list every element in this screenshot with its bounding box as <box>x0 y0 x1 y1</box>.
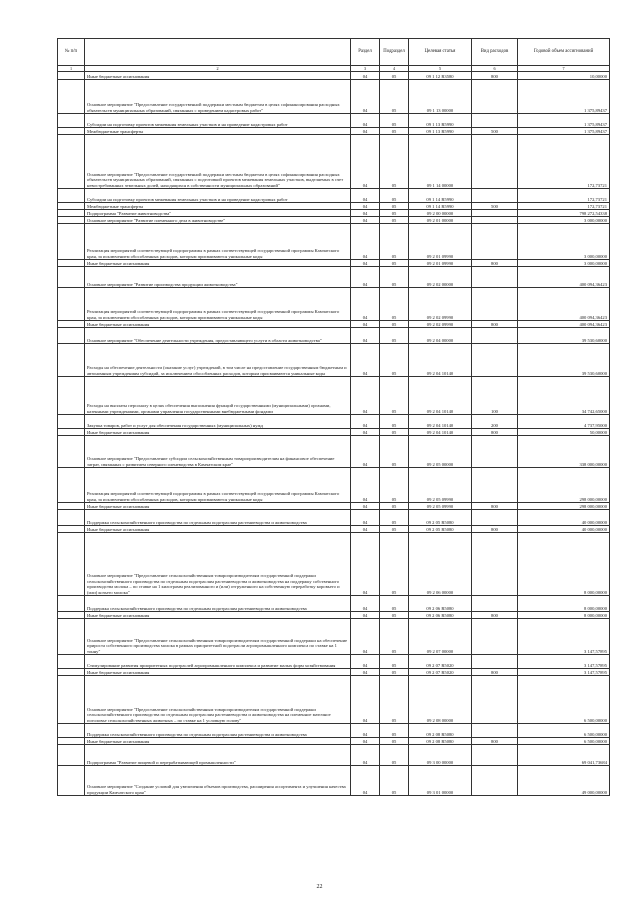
row-target-cell: 09 2 07 00000 <box>409 619 472 655</box>
row-target-cell: 09 1 14 00000 <box>409 135 472 189</box>
row-subsection-cell: 05 <box>380 676 409 724</box>
row-number-cell <box>58 260 85 267</box>
row-kind-cell: 800 <box>472 321 518 328</box>
row-number-cell <box>58 669 85 676</box>
table-row <box>58 429 610 436</box>
row-section-cell: 04 <box>351 738 380 745</box>
table-row <box>58 415 610 429</box>
row-subsection-cell: 05 <box>380 80 409 114</box>
table-row <box>58 72 610 80</box>
table-row <box>58 503 610 510</box>
row-subsection-cell: 05 <box>380 224 409 260</box>
row-kind-cell: 200 <box>472 415 518 429</box>
row-number-cell <box>58 612 85 619</box>
row-target-cell: 09 2 02 09990 <box>409 288 472 321</box>
row-section-cell: 04 <box>351 745 380 766</box>
row-subsection-cell: 05 <box>380 766 409 796</box>
row-target-cell: 09 2 07 R5020 <box>409 655 472 669</box>
budget-table <box>57 38 610 796</box>
row-number-cell <box>58 415 85 429</box>
row-target-cell: 09 2 04 10140 <box>409 415 472 429</box>
row-subsection-cell: 05 <box>380 669 409 676</box>
row-name-cell: Подпрограмма "Развитие животноводства" <box>85 210 351 217</box>
row-section-cell: 04 <box>351 510 380 526</box>
row-kind-cell <box>472 288 518 321</box>
row-subsection-cell: 05 <box>380 745 409 766</box>
row-number-cell <box>58 189 85 203</box>
row-target-cell: 09 2 00 00000 <box>409 210 472 217</box>
row-amount-cell: 49 000,00000 <box>518 766 610 796</box>
row-subsection-cell: 05 <box>380 267 409 288</box>
table-row <box>58 210 610 217</box>
table-row <box>58 526 610 533</box>
row-kind-cell: 800 <box>472 260 518 267</box>
row-section-cell: 04 <box>351 114 380 128</box>
row-number-cell <box>58 344 85 377</box>
row-target-cell: 09 2 01 09990 <box>409 224 472 260</box>
row-name-cell: Субсидии на подготовку проектов межевания земельных участков и на проведение кадастровых работ <box>85 114 351 128</box>
row-name-cell: Расходы на выплаты персоналу в целях обеспечения выполнения функций государственными (муниципальными) органами, казенными учреждениями, органами управления государственными внебюджетными фондами <box>85 377 351 415</box>
row-section-cell: 04 <box>351 72 380 80</box>
column-number: 6 <box>472 66 518 72</box>
row-amount-cell: 172,73721 <box>518 135 610 189</box>
row-kind-cell: 800 <box>472 503 518 510</box>
table-row <box>58 267 610 288</box>
table-row <box>58 596 610 612</box>
table-row <box>58 745 610 766</box>
row-section-cell: 04 <box>351 80 380 114</box>
row-kind-cell <box>472 344 518 377</box>
row-subsection-cell: 05 <box>380 203 409 210</box>
row-amount-cell: 8 000,00000 <box>518 612 610 619</box>
row-name-cell: Реализация мероприятий соответствующей подпрограммы в рамках соответствующей государственной программы Камчатского края, за исключением обособленных расходов, которым присваиваются уникальные коды <box>85 468 351 503</box>
row-target-cell: 09 2 05 09990 <box>409 468 472 503</box>
column-number: 4 <box>380 66 409 72</box>
row-section-cell: 04 <box>351 267 380 288</box>
table-row <box>58 655 610 669</box>
row-number-cell <box>58 766 85 796</box>
row-target-cell: 09 2 06 R5080 <box>409 596 472 612</box>
row-subsection-cell: 05 <box>380 468 409 503</box>
row-section-cell: 04 <box>351 724 380 738</box>
row-amount-cell: 3 000,00000 <box>518 260 610 267</box>
row-kind-cell <box>472 766 518 796</box>
page-number: 22 <box>316 884 323 890</box>
row-number-cell <box>58 267 85 288</box>
row-target-cell: 09 2 08 R5080 <box>409 738 472 745</box>
row-section-cell: 04 <box>351 415 380 429</box>
row-target-cell: 09 2 05 R5080 <box>409 510 472 526</box>
row-amount-cell: 50,00000 <box>518 429 610 436</box>
row-subsection-cell: 05 <box>380 210 409 217</box>
row-name-cell: Основное мероприятие "Развитие производства продукции животноводства" <box>85 267 351 288</box>
row-amount-cell: 6 500,00000 <box>518 676 610 724</box>
row-number-cell <box>58 80 85 114</box>
row-number-cell <box>58 533 85 596</box>
row-number-cell <box>58 655 85 669</box>
row-number-cell <box>58 321 85 328</box>
row-section-cell: 04 <box>351 321 380 328</box>
row-target-cell: 09 2 07 R5020 <box>409 669 472 676</box>
row-amount-cell: 400 094,36423 <box>518 267 610 288</box>
row-kind-cell: 800 <box>472 429 518 436</box>
row-number-cell <box>58 429 85 436</box>
row-section-cell: 04 <box>351 217 380 224</box>
column-number: 3 <box>351 66 380 72</box>
row-section-cell: 04 <box>351 468 380 503</box>
row-number-cell <box>58 217 85 224</box>
row-target-cell: 09 1 13 00000 <box>409 80 472 114</box>
row-name-cell: Основное мероприятие "Создание условий для увеличения объемов производства, расширения ассортимента и улучшения качества продукции Камчатского края" <box>85 766 351 796</box>
row-number-cell <box>58 510 85 526</box>
row-target-cell: 09 2 08 R5080 <box>409 724 472 738</box>
row-subsection-cell: 05 <box>380 738 409 745</box>
row-amount-cell: 400 094,36423 <box>518 288 610 321</box>
row-target-cell: 09 2 02 00000 <box>409 267 472 288</box>
table-row <box>58 203 610 210</box>
row-number-cell <box>58 503 85 510</box>
table-row <box>58 377 610 415</box>
header-section: Раздел <box>351 39 380 66</box>
row-section-cell: 04 <box>351 210 380 217</box>
row-kind-cell: 800 <box>472 72 518 80</box>
row-name-cell: Основное мероприятие "Предоставление государственной поддержки местным бюджетам в целях софинансирования расходных обязательств муниципальных образований, связанных с проведением кадастровых работ" <box>85 80 351 114</box>
row-name-cell: Иные бюджетные ассигнования <box>85 526 351 533</box>
row-target-cell: 09 1 14 R5990 <box>409 189 472 203</box>
row-amount-cell: 6 500,00000 <box>518 738 610 745</box>
row-amount-cell: 69 041,73684 <box>518 745 610 766</box>
row-subsection-cell: 05 <box>380 619 409 655</box>
row-name-cell: Поддержка сельскохозяйственного производства по отдельным подотраслям растениеводства и животноводства <box>85 596 351 612</box>
row-number-cell <box>58 619 85 655</box>
column-number: 1 <box>58 66 85 72</box>
row-name-cell: Иные бюджетные ассигнования <box>85 738 351 745</box>
row-amount-cell: 298 000,00000 <box>518 503 610 510</box>
table-body <box>58 72 610 796</box>
row-kind-cell <box>472 468 518 503</box>
table-row <box>58 80 610 114</box>
row-section-cell: 04 <box>351 429 380 436</box>
row-kind-cell <box>472 533 518 596</box>
row-name-cell: Межбюджетные трансферты <box>85 203 351 210</box>
table-row <box>58 619 610 655</box>
row-target-cell: 09 1 14 R5990 <box>409 203 472 210</box>
row-section-cell: 04 <box>351 135 380 189</box>
row-kind-cell: 500 <box>472 203 518 210</box>
header-amount: Годовой объем ассигнований <box>518 39 610 66</box>
row-kind-cell <box>472 510 518 526</box>
row-target-cell: 09 1 13 R5990 <box>409 128 472 135</box>
row-amount-cell: 798 272,54338 <box>518 210 610 217</box>
table-row <box>58 738 610 745</box>
row-amount-cell: 39 530,60000 <box>518 328 610 344</box>
row-name-cell: Основное мероприятие "Предоставление субсидии сельскохозяйственным товаропроизводителям на финансовое обеспечение затрат, связанных с развитием северного оленеводства в Камчатском крае" <box>85 436 351 468</box>
row-amount-cell: 172,73721 <box>518 189 610 203</box>
row-kind-cell <box>472 724 518 738</box>
row-target-cell: 09 2 06 R5080 <box>409 612 472 619</box>
row-name-cell: Реализация мероприятий соответствующей подпрограммы в рамках соответствующей государственной программы Камчатского края, за исключением обособленных расходов, которым присваиваются уникальные коды <box>85 288 351 321</box>
row-target-cell: 09 2 08 00000 <box>409 676 472 724</box>
table-row <box>58 766 610 796</box>
row-section-cell: 04 <box>351 676 380 724</box>
row-kind-cell: 800 <box>472 669 518 676</box>
row-section-cell: 04 <box>351 189 380 203</box>
row-kind-cell <box>472 619 518 655</box>
row-subsection-cell: 05 <box>380 655 409 669</box>
row-amount-cell: 3 147,57895 <box>518 669 610 676</box>
row-kind-cell <box>472 217 518 224</box>
row-name-cell: Основное мероприятие "Предоставление сельскохозяйственным товаропроизводителям государственной поддержки на обеспечение прироста собственного производства молока в рамках приоритетной подотрасли агропромышленного комплекса по ставке на 1 тонну" <box>85 619 351 655</box>
row-kind-cell <box>472 596 518 612</box>
row-kind-cell <box>472 655 518 669</box>
header-target: Целевая статья <box>409 39 472 66</box>
row-number-cell <box>58 288 85 321</box>
row-section-cell: 04 <box>351 224 380 260</box>
table-row <box>58 676 610 724</box>
row-amount-cell: 10,00000 <box>518 72 610 80</box>
row-kind-cell <box>472 135 518 189</box>
row-section-cell: 04 <box>351 288 380 321</box>
row-name-cell: Иные бюджетные ассигнования <box>85 669 351 676</box>
row-number-cell <box>58 224 85 260</box>
table-row <box>58 612 610 619</box>
row-section-cell: 04 <box>351 619 380 655</box>
row-name-cell: Основное мероприятие "Предоставление сельскохозяйственным товаропроизводителям государственной поддержки сельскохозяйственного производства по отдельным подотраслям растениеводства и животноводства на поддержку собственного производства молока – по ставке на 1 килограмм реализованного и (или) отгруженного на собственную переработку коровьего и (или) козьего молока" <box>85 533 351 596</box>
row-number-cell <box>58 328 85 344</box>
row-kind-cell <box>472 328 518 344</box>
row-section-cell: 04 <box>351 766 380 796</box>
row-name-cell: Иные бюджетные ассигнования <box>85 72 351 80</box>
table-row <box>58 135 610 189</box>
row-amount-cell: 172,73721 <box>518 203 610 210</box>
row-kind-cell <box>472 114 518 128</box>
row-subsection-cell: 05 <box>380 510 409 526</box>
table-row <box>58 436 610 468</box>
row-subsection-cell: 05 <box>380 533 409 596</box>
row-target-cell: 09 2 01 00000 <box>409 217 472 224</box>
row-kind-cell <box>472 224 518 260</box>
row-target-cell: 09 3 00 00000 <box>409 745 472 766</box>
row-number-cell <box>58 135 85 189</box>
row-subsection-cell: 05 <box>380 114 409 128</box>
row-amount-cell: 338 000,00000 <box>518 436 610 468</box>
row-target-cell: 09 2 05 09990 <box>409 503 472 510</box>
row-target-cell: 09 3 01 00000 <box>409 766 472 796</box>
row-number-cell <box>58 114 85 128</box>
row-target-cell: 09 2 02 09990 <box>409 321 472 328</box>
row-amount-cell: 1 375,89437 <box>518 128 610 135</box>
row-name-cell: Иные бюджетные ассигнования <box>85 612 351 619</box>
row-kind-cell <box>472 189 518 203</box>
table-row <box>58 224 610 260</box>
row-amount-cell: 34 742,65000 <box>518 377 610 415</box>
table-row <box>58 669 610 676</box>
row-subsection-cell: 05 <box>380 321 409 328</box>
row-name-cell: Иные бюджетные ассигнования <box>85 503 351 510</box>
row-section-cell: 04 <box>351 203 380 210</box>
row-number-cell <box>58 436 85 468</box>
row-subsection-cell: 05 <box>380 612 409 619</box>
row-kind-cell <box>472 436 518 468</box>
row-subsection-cell: 05 <box>380 135 409 189</box>
row-subsection-cell: 05 <box>380 724 409 738</box>
row-section-cell: 04 <box>351 655 380 669</box>
row-section-cell: 04 <box>351 436 380 468</box>
row-section-cell: 04 <box>351 260 380 267</box>
row-section-cell: 04 <box>351 503 380 510</box>
row-name-cell: Субсидии на подготовку проектов межевания земельных участков и на проведение кадастровых работ <box>85 189 351 203</box>
row-target-cell: 09 2 04 10140 <box>409 429 472 436</box>
row-target-cell: 09 1 13 R5990 <box>409 114 472 128</box>
header-kind: Вид расходов <box>472 39 518 66</box>
row-subsection-cell: 05 <box>380 436 409 468</box>
row-kind-cell <box>472 80 518 114</box>
table-row <box>58 510 610 526</box>
row-number-cell <box>58 724 85 738</box>
row-amount-cell: 3 000,00000 <box>518 224 610 260</box>
row-name-cell: Основное мероприятие "Развитие племенного дела в животноводстве" <box>85 217 351 224</box>
table-row <box>58 114 610 128</box>
row-section-cell: 04 <box>351 344 380 377</box>
row-subsection-cell: 05 <box>380 260 409 267</box>
row-subsection-cell: 05 <box>380 526 409 533</box>
column-number: 7 <box>518 66 610 72</box>
row-kind-cell <box>472 267 518 288</box>
row-section-cell: 04 <box>351 328 380 344</box>
row-amount-cell: 400 094,36423 <box>518 321 610 328</box>
row-target-cell: 09 2 06 00000 <box>409 533 472 596</box>
row-target-cell: 09 2 01 09990 <box>409 260 472 267</box>
row-kind-cell: 800 <box>472 612 518 619</box>
row-subsection-cell: 05 <box>380 72 409 80</box>
row-target-cell: 09 2 05 00000 <box>409 436 472 468</box>
row-subsection-cell: 05 <box>380 189 409 203</box>
row-name-cell: Основное мероприятие "Предоставление государственной поддержки местным бюджетам в целях софинансирования расходных обязательств муниципальных образований, связанных с подготовкой проектов межевания земельных участков, выделяемых в счет невостребованных земельных долей, находящихся в собственности муниципальных образований" <box>85 135 351 189</box>
table-row <box>58 724 610 738</box>
row-target-cell: 09 1 12 R3580 <box>409 72 472 80</box>
row-section-cell: 04 <box>351 596 380 612</box>
row-number-cell <box>58 210 85 217</box>
row-kind-cell: 800 <box>472 526 518 533</box>
row-amount-cell: 39 530,60000 <box>518 344 610 377</box>
row-name-cell: Межбюджетные трансферты <box>85 128 351 135</box>
row-name-cell: Поддержка сельскохозяйственного производства по отдельным подотраслям растениеводства и животноводства <box>85 724 351 738</box>
row-number-cell <box>58 377 85 415</box>
row-number-cell <box>58 596 85 612</box>
row-target-cell: 09 2 04 10140 <box>409 377 472 415</box>
row-amount-cell: 3 147,57895 <box>518 655 610 669</box>
row-amount-cell: 8 000,00000 <box>518 533 610 596</box>
row-number-cell <box>58 72 85 80</box>
row-target-cell: 09 2 05 R5080 <box>409 526 472 533</box>
row-name-cell: Иные бюджетные ассигнования <box>85 429 351 436</box>
row-subsection-cell: 05 <box>380 429 409 436</box>
row-amount-cell: 1 375,89437 <box>518 114 610 128</box>
row-kind-cell <box>472 210 518 217</box>
table-row <box>58 468 610 503</box>
row-name-cell: Основное мероприятие "Предоставление сельскохозяйственным товаропроизводителям государственной поддержки сельскохозяйственного производства по отдельным подотраслям растениеводства и животноводства на племенное маточное поголовье сельскохозяйственных животных – по ставке на 1 условную голову" <box>85 676 351 724</box>
header-name <box>85 39 351 66</box>
row-subsection-cell: 05 <box>380 377 409 415</box>
row-amount-cell: 298 000,00000 <box>518 468 610 503</box>
row-number-cell <box>58 745 85 766</box>
row-number-cell <box>58 468 85 503</box>
row-amount-cell: 1 375,89437 <box>518 80 610 114</box>
table-row <box>58 189 610 203</box>
row-number-cell <box>58 526 85 533</box>
row-name-cell: Иные бюджетные ассигнования <box>85 321 351 328</box>
row-amount-cell: 3 000,00000 <box>518 217 610 224</box>
column-number: 5 <box>409 66 472 72</box>
row-name-cell: Закупка товаров, работ и услуг для обеспечения государственных (муниципальных) нужд <box>85 415 351 429</box>
row-amount-cell: 4 737,95000 <box>518 415 610 429</box>
row-section-cell: 04 <box>351 533 380 596</box>
row-amount-cell: 6 500,00000 <box>518 724 610 738</box>
row-kind-cell <box>472 676 518 724</box>
row-subsection-cell: 05 <box>380 288 409 321</box>
row-name-cell: Иные бюджетные ассигнования <box>85 260 351 267</box>
row-amount-cell: 40 000,00000 <box>518 526 610 533</box>
row-target-cell: 09 2 04 10140 <box>409 344 472 377</box>
row-subsection-cell: 05 <box>380 328 409 344</box>
row-number-cell <box>58 676 85 724</box>
row-name-cell: Подпрограмма "Развитие пищевой и перерабатывающей промышленности" <box>85 745 351 766</box>
row-name-cell: Основное мероприятие "Обеспечение деятельности учреждения, предоставляющего услуги в области животноводства" <box>85 328 351 344</box>
row-amount-cell: 3 147,57895 <box>518 619 610 655</box>
row-subsection-cell: 05 <box>380 503 409 510</box>
row-subsection-cell: 05 <box>380 217 409 224</box>
table-row <box>58 321 610 328</box>
table-header-row <box>58 39 610 66</box>
table-row <box>58 328 610 344</box>
row-section-cell: 04 <box>351 377 380 415</box>
row-subsection-cell: 05 <box>380 596 409 612</box>
row-kind-cell: 100 <box>472 377 518 415</box>
row-kind-cell <box>472 745 518 766</box>
row-subsection-cell: 05 <box>380 128 409 135</box>
row-section-cell: 04 <box>351 669 380 676</box>
row-number-cell <box>58 203 85 210</box>
row-number-cell <box>58 128 85 135</box>
table-row <box>58 344 610 377</box>
table-row <box>58 260 610 267</box>
row-name-cell: Реализация мероприятий соответствующей подпрограммы в рамках соответствующей государственной программы Камчатского края, за исключением обособленных расходов, которым присваиваются уникальные коды <box>85 224 351 260</box>
header-subsection: Подраздел <box>380 39 409 66</box>
row-kind-cell: 800 <box>472 738 518 745</box>
table-row <box>58 533 610 596</box>
row-number-cell <box>58 738 85 745</box>
row-kind-cell: 500 <box>472 128 518 135</box>
row-section-cell: 04 <box>351 612 380 619</box>
column-number: 2 <box>85 66 351 72</box>
row-amount-cell: 40 000,00000 <box>518 510 610 526</box>
row-target-cell: 09 2 04 00000 <box>409 328 472 344</box>
row-subsection-cell: 05 <box>380 415 409 429</box>
row-subsection-cell: 05 <box>380 344 409 377</box>
table-row <box>58 288 610 321</box>
table-row <box>58 217 610 224</box>
row-section-cell: 04 <box>351 526 380 533</box>
row-amount-cell: 8 000,00000 <box>518 596 610 612</box>
header-no: № п/п <box>58 39 85 66</box>
table-row <box>58 128 610 135</box>
row-name-cell: Поддержка сельскохозяйственного производства по отдельным подотраслям растениеводства и животноводства <box>85 510 351 526</box>
row-name-cell: Расходы на обеспечение деятельности (оказание услуг) учреждений, в том числе на предоставление государственным бюджетным и автономным учреждениям субсидий, за исключением обособленных расходов, которым присваиваются уникальные коды <box>85 344 351 377</box>
row-section-cell: 04 <box>351 128 380 135</box>
row-name-cell: Стимулирование развития приоритетных подотраслей агропромышленного комплекса и развитие малых форм хозяйствования <box>85 655 351 669</box>
